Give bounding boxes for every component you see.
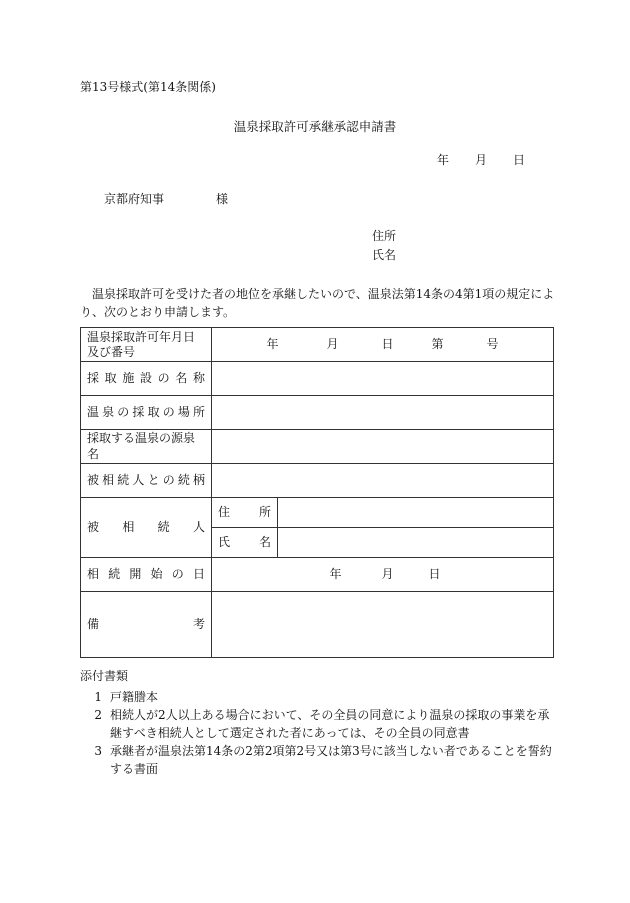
source-name-label: 採取する温泉の源泉名 (81, 430, 212, 464)
date-day: 日 (512, 153, 525, 167)
inherit-year: 年 (329, 566, 342, 581)
facility-name-label: 採 取 施 設 の 名 称 (87, 370, 205, 385)
date-month: 月 (474, 153, 487, 167)
addressee (104, 192, 228, 208)
attachments-title: 添付書類 (80, 669, 129, 683)
decedent-address-label: 住 所 (218, 504, 271, 519)
permit-year: 年 (266, 336, 279, 351)
attachment-text: 承継者が温泉法第14条の2第2項第2号又は第3号に該当しない者であることを誓約する書面 (110, 744, 552, 776)
table-row (81, 362, 554, 396)
permit-date-label: 温泉採取許可年月日及び番号 (81, 328, 212, 362)
permit-month: 月 (326, 336, 339, 351)
table-row (81, 328, 554, 362)
relation-label: 被 相 続 人 と の 続 柄 (87, 472, 205, 487)
honorific: 様 (216, 192, 229, 206)
facility-name-field[interactable] (212, 362, 554, 396)
decedent-label: 被 相 続 人 (87, 519, 205, 534)
attachment-item (80, 706, 555, 742)
remarks-field[interactable] (212, 592, 554, 658)
attachment-number: 1 (94, 690, 102, 704)
table-row (81, 430, 554, 464)
table-row (81, 396, 554, 430)
form-number: 第13号様式(第14条関係) (80, 80, 216, 94)
applicant-name-label: 氏名 (372, 248, 397, 262)
table-row (81, 558, 554, 592)
addressee-name: 京都府知事 (104, 192, 165, 206)
attachment-item (80, 742, 555, 778)
date-year: 年 (436, 153, 449, 167)
attachment-number: 3 (94, 744, 102, 758)
attachment-number: 2 (94, 708, 102, 722)
table-row (81, 464, 554, 498)
attachment-item (80, 688, 555, 706)
permit-day: 日 (381, 336, 394, 351)
document-title: 温泉採取許可承継承認申請書 (233, 119, 397, 134)
decedent-address-field[interactable] (278, 498, 554, 528)
inheritance-start-label: 相 続 開 始 の 日 (87, 566, 205, 581)
application-table (80, 327, 554, 658)
decedent-name-field[interactable] (278, 528, 554, 558)
remarks-label: 備 考 (87, 616, 205, 631)
table-row (81, 592, 554, 658)
attachment-text: 相続人が2人以上ある場合において、その全員の同意により温泉の採取の事業を承継すべき相続人として選定された者にあっては、その全員の同意書 (110, 708, 550, 740)
permit-go: 号 (486, 336, 499, 351)
source-name-field[interactable] (212, 430, 554, 464)
relation-field[interactable] (212, 464, 554, 498)
inherit-month: 月 (381, 566, 394, 581)
location-field[interactable] (212, 396, 554, 430)
attachment-text: 戸籍謄本 (110, 690, 159, 704)
application-date (437, 153, 525, 169)
permit-date-field[interactable] (212, 328, 554, 362)
location-label: 温 泉 の 採 取 の 場 所 (87, 404, 205, 419)
inheritance-start-field[interactable] (212, 558, 554, 592)
applicant-address-label: 住所 (372, 229, 397, 243)
decedent-name-label: 氏 名 (218, 534, 271, 549)
inherit-day: 日 (428, 566, 441, 581)
permit-no: 第 (431, 336, 444, 351)
table-row (81, 498, 554, 528)
request-text: 温泉採取許可を受けた者の地位を承継したいので、温泉法第14条の4第1項の規定により、次のとおり申請します。 (80, 287, 555, 319)
